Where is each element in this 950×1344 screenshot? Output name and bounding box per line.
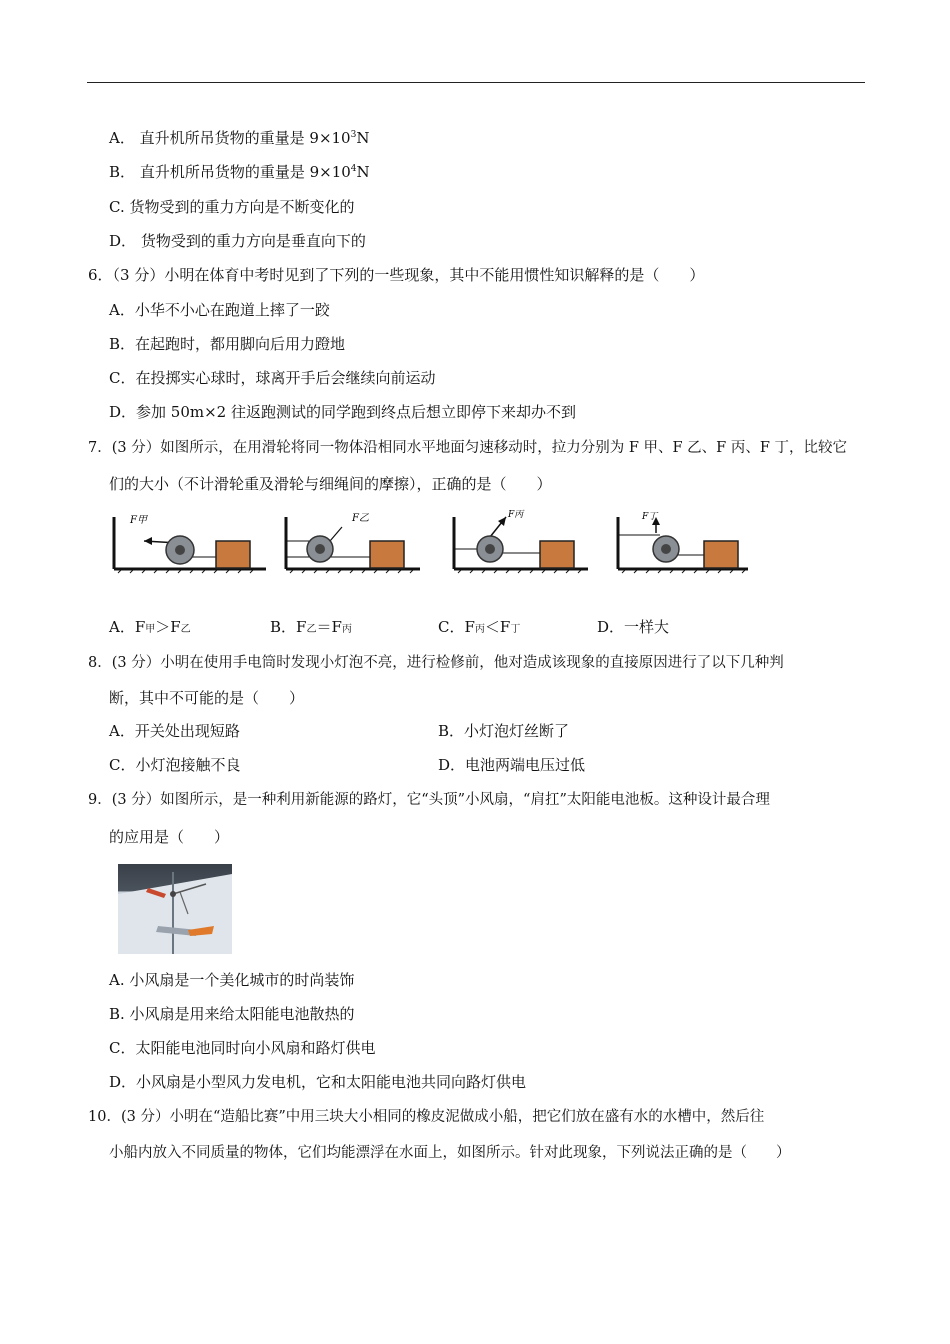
q7-option-a-text: A．F: [109, 618, 146, 636]
q5-option-d-text: 货物受到的重力方向是垂直向下的: [140, 232, 366, 250]
q8-stem-line2: 断，其中不可能的是（ ）: [109, 689, 305, 707]
q5-option-b-label: B．: [109, 163, 136, 181]
q7-option-a-sub1: 甲: [145, 624, 156, 635]
q7-option-b-sub2: 丙: [341, 624, 352, 635]
pulley-figure-bing: [448, 505, 608, 581]
q5-option-a-label: A．: [109, 129, 135, 147]
q5-option-c-text: 货物受到的重力方向是不断变化的: [129, 198, 355, 216]
q5-option-c-label: C.: [109, 198, 125, 216]
q5-option-a-exponent: 3: [350, 130, 357, 140]
q6-option-b: B．在起跑时，都用脚向后用力蹬地: [109, 335, 346, 353]
q9-option-d: D．小风扇是小型风力发电机，它和太阳能电池共同向路灯供电: [109, 1073, 527, 1091]
q7-option-a-sub2: 乙: [180, 624, 191, 635]
q6-option-a: A．小华不小心在跑道上摔了一跤: [109, 301, 330, 319]
q8-option-d: D．电池两端电压过低: [438, 756, 586, 774]
pulley-label-jia: F甲: [130, 515, 147, 526]
pulley-figure-ding: [612, 505, 752, 581]
q7-option-a-op: ＞F: [155, 618, 181, 636]
q7-option-b-sub1: 乙: [306, 624, 317, 635]
q8-option-a: A．开关处出现短路: [109, 722, 240, 740]
q9-option-c: C．太阳能电池同时向小风扇和路灯供电: [109, 1039, 376, 1057]
q7-option-b-text: B．F: [270, 618, 307, 636]
q5-option-b-unit: N: [356, 163, 370, 181]
q8-stem-line1: 8．(3 分）小明在使用手电筒时发现小灯泡不亮，进行检修前，他对造成该现象的直接原因进行了以下几种判: [88, 655, 784, 671]
q7-option-d: D．一样大: [597, 618, 670, 636]
street-lamp-photo: [118, 864, 232, 954]
q7-stem-line2: 们的大小（不计滑轮重及滑轮与细绳间的摩擦），正确的是（ ）: [109, 475, 552, 493]
q6-stem: 6．（3 分）小明在体育中考时见到了下列的一些现象，其中不能用惯性知识解释的是（ ）: [88, 266, 705, 284]
q7-option-c: [438, 617, 520, 640]
q5-option-b: [109, 162, 370, 182]
q7-option-b: [270, 617, 352, 640]
q8-option-c: C．小灯泡接触不良: [109, 756, 241, 774]
pulley-figure-yi: [280, 505, 440, 581]
q7-stem-line1: 7．(3 分）如图所示，在用滑轮将同一物体沿相同水平地面匀速移动时，拉力分别为 F 甲、F 乙、F 丙、F 丁，比较它: [88, 440, 848, 456]
q10-stem-line2: 小船内放入不同质量的物体，它们均能漂浮在水面上，如图所示。针对此现象，下列说法正确的是（ ）: [109, 1145, 791, 1161]
q9-option-b: B. 小风扇是用来给太阳能电池散热的: [109, 1005, 355, 1023]
header-rule: [87, 82, 865, 83]
q10-stem-line1: 10．(3 分）小明在“造船比赛”中用三块大小相同的橡皮泥做成小船，把它们放在盛有水的水槽中，然后往: [88, 1109, 765, 1125]
q5-option-b-text: 直升机所吊货物的重量是 9×10: [139, 163, 351, 181]
q7-option-a: [109, 617, 191, 640]
q9-stem-line2: 的应用是（ ）: [109, 828, 230, 846]
q5-option-a-unit: N: [356, 129, 370, 147]
q6-option-d: D．参加 50m×2 往返跑测试的同学跑到终点后想立即停下来却办不到: [109, 403, 576, 421]
q6-option-c: C．在投掷实心球时，球离开手后会继续向前运动: [109, 369, 436, 387]
pulley-label-bing: F丙: [508, 510, 524, 520]
q5-option-a-text: 直升机所吊货物的重量是 9×10: [139, 129, 351, 147]
q7-option-b-op: ＝F: [316, 618, 342, 636]
q7-option-c-text: C．F: [438, 618, 475, 636]
q7-option-c-sub2: 丁: [510, 624, 521, 635]
pulley-label-ding: F丁: [642, 512, 658, 522]
pulley-figure-jia: [108, 505, 268, 581]
q5-option-a: [109, 128, 369, 148]
q7-option-c-op: ＜F: [484, 618, 511, 636]
q8-option-b: B．小灯泡灯丝断了: [438, 722, 570, 740]
q9-option-a: A. 小风扇是一个美化城市的时尚装饰: [109, 971, 355, 989]
q5-option-d-label: D．: [109, 232, 137, 250]
q5-option-d: [109, 231, 366, 251]
q5-option-b-exponent: 4: [350, 164, 357, 174]
q9-stem-line1: 9．(3 分）如图所示，是一种利用新能源的路灯，它“头顶”小风扇，“肩扛”太阳能电池板。这种设计最合理: [88, 792, 770, 808]
pulley-label-yi: F乙: [352, 513, 369, 524]
q5-option-c: [109, 197, 355, 217]
street-lamp-illustration: [118, 864, 232, 954]
q7-option-c-sub1: 丙: [474, 624, 485, 635]
